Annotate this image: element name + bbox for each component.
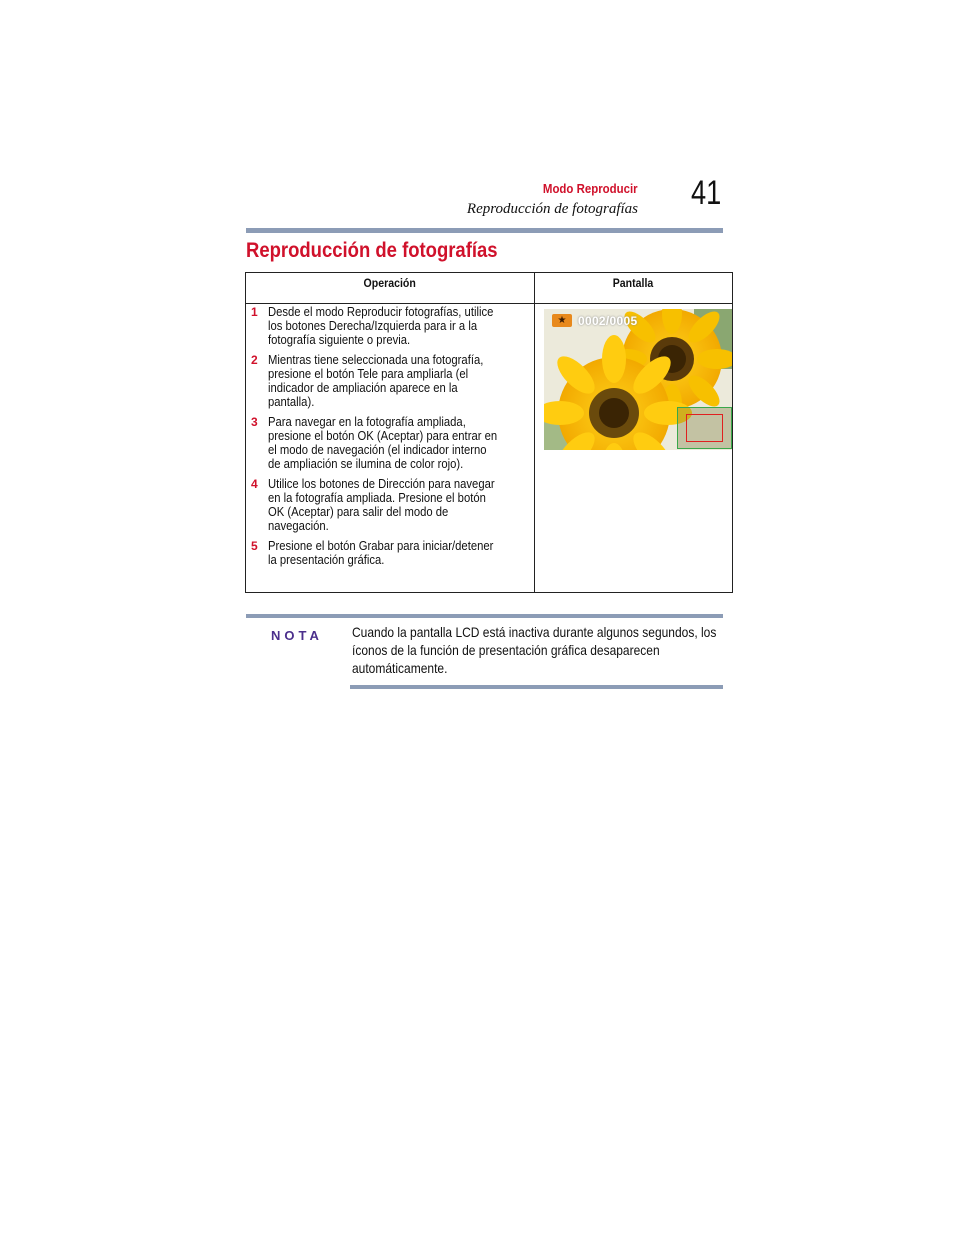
step-text: Desde el modo Reproducir fotografías, utilice los botones Derecha/Izquierda para ir a la fotografía siguiente o previa. [268,304,494,347]
column-header-screen: Pantalla [535,273,733,304]
note-top-rule [246,614,723,618]
note-text: Cuando la pantalla LCD está inactiva durante algunos segundos, los íconos de la función de presentación gráfica desaparecen automáticamente. [352,625,717,676]
section-title: Reproducción de fotografías [246,239,498,262]
step-text: Presione el botón Grabar para iniciar/detener la presentación gráfica. [268,538,494,567]
header-section: Modo Reproducir [543,181,638,196]
step-number: 5 [251,539,258,553]
step-item [246,305,534,347]
step-number: 3 [251,415,258,429]
step-number: 1 [251,305,258,319]
page-number: 41 [691,174,722,212]
zoom-inner-indicator [686,414,723,442]
step-list [246,304,534,567]
step-text: Para navegar en la fotografía ampliada, presione el botón OK (Aceptar) para entrar en el modo de navegación (el indicador interno de ampliación se ilumina de color rojo). [268,414,498,471]
step-text: Mientras tiene seleccionada una fotografía, presione el botón Tele para ampliarla (el indicador de ampliación aparece en la pantalla). [268,352,484,409]
step-number: 4 [251,477,258,491]
step-number: 2 [251,353,258,367]
step-item [246,415,534,471]
step-item [246,353,534,409]
column-header-operation: Operación [246,273,535,304]
steps-table [245,272,733,593]
zoom-indicator [677,407,732,449]
camera-star-icon: ★ [552,314,572,327]
step-text: Utilice los botones de Dirección para navegar en la fotografía ampliada. Presione el botón OK (Aceptar) para salir del modo de navegación. [268,476,495,533]
screen-cell [535,304,733,593]
photo-counter: 0002/0005 [578,314,638,328]
note-bottom-rule [350,685,723,689]
header-subsection: Reproducción de fotografías [466,201,638,217]
step-item [246,539,534,567]
top-rule [246,228,723,233]
operations-cell [246,304,535,593]
note-label: NOTA [271,628,323,643]
step-item [246,477,534,533]
sunflower-screen-image [544,309,732,450]
